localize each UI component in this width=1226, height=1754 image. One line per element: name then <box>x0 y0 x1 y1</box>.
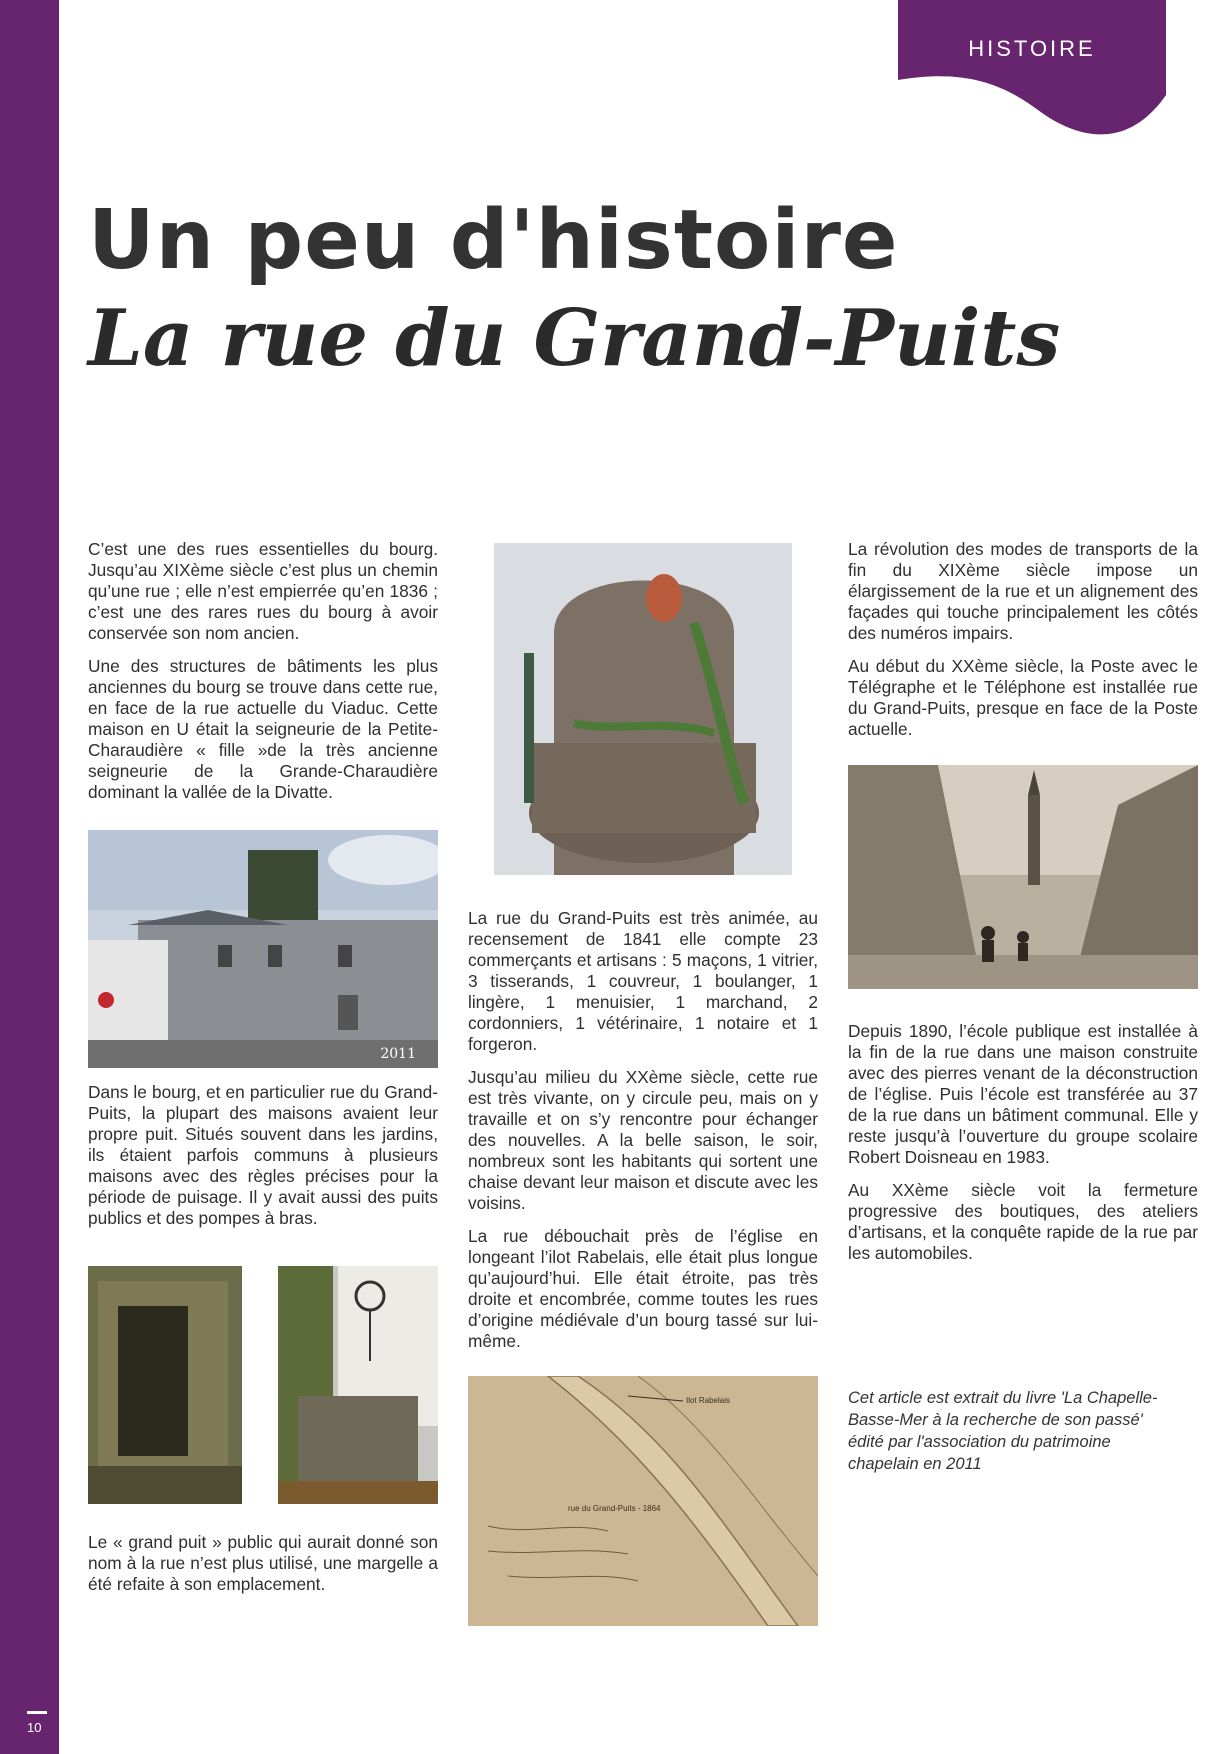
paragraph: Une des structures de bâtiments les plus anciennes du bourg se trouve dans cette rue, en face de la rue actuelle du Viaduc. Cette maison en U était la seigneurie de la Petite-Charaudière « fille »de la très ancienne seigneurie de la Grande-Charaudière dominant la vallée de la Divatte. <box>88 656 438 802</box>
map-label-street: rue du Grand-Puits - 1864 <box>568 1504 661 1513</box>
paragraph: La rue débouchait près de l’église en longeant l’ilot Rabelais, elle était plus longue qu’aujourd’hui. Elle était étroite, pas très droite et encombrée, comme toutes les rues d’origine médiévale d’un bourg tassé sur lui-même. <box>468 1226 818 1351</box>
column-1-middle <box>88 1082 438 1241</box>
paragraph: Jusqu’au milieu du XXème siècle, cette rue est très vivante, on y circule peu, mais on y travaille et on s’y rencontre pour échanger des nouvelles. A la belle saison, le soir, nombreux sont les habitants qui sortent une chaise devant leur maison et discute avec les voisins. <box>468 1067 818 1213</box>
paragraph: Le « grand puit » public qui aurait donné son nom à la rue n’est plus utilisé, une margelle a été refaite à son emplacement. <box>88 1532 438 1594</box>
page-title: Un peu d'histoire <box>88 193 899 288</box>
section-tab-shape <box>898 0 1166 140</box>
paragraph: C’est une des rues essentielles du bourg. Jusqu’au XIXème siècle c’est plus un chemin qu’une rue ; elle n’est empierrée qu’en 1836 ; c’est une des rares rues du bourg à avoir conservée son nom ancien. <box>88 539 438 643</box>
paragraph: La rue du Grand-Puits est très animée, au recensement de 1841 elle compte 23 commerçants et artisans : 5 maçons, 1 vitrier, 3 tisserands, 1 couvreur, 1 boulanger, 1 lingère, 1 menuisier, 1 marchand, 2 cordonniers, 1 vétérinaire, 1 notaire et 1 forgeron. <box>468 908 818 1054</box>
photo-year-label: 2011 <box>380 1046 416 1062</box>
column-1-top <box>88 539 438 815</box>
section-tab <box>898 0 1166 140</box>
page-subtitle: La rue du Grand-Puits <box>88 293 1061 384</box>
photo-manor-house <box>88 830 438 1068</box>
map-label-ilot: Ilot Rabelais <box>686 1396 731 1405</box>
column-3-bottom <box>848 1021 1198 1276</box>
paragraph: Dans le bourg, et en particulier rue du Grand-Puits, la plupart des maisons avaient leur propre puit. Situés souvent dans les jardins, ils étaient parfois communs à plusieurs maisons avec des règles précises pour la période de puisage. Il y avait aussi des puits publics et des pompes à bras. <box>88 1082 438 1228</box>
column-2-text <box>468 908 818 1364</box>
column-1-bottom <box>88 1532 438 1607</box>
article-credit: Cet article est extrait du livre 'La Chapelle-Basse-Mer à la recherche de son passé' édité par l'association du patrimoine chapelain en 2011 <box>848 1389 1158 1473</box>
photo-old-postcard <box>848 765 1198 989</box>
section-tab-label: HISTOIRE <box>968 36 1096 61</box>
column-3-top <box>848 539 1198 752</box>
paragraph: Au XXème siècle voit la fermeture progressive des boutiques, des ateliers d’artisans, et la conquête rapide de la rue par les automobiles. <box>848 1180 1198 1263</box>
page-number-bar <box>27 1711 47 1714</box>
photo-old-well <box>88 1266 242 1504</box>
photo-well-mask <box>494 543 792 875</box>
left-accent-band <box>0 0 59 1754</box>
page-number: 10 <box>27 1720 42 1735</box>
photo-stone-margin <box>278 1266 438 1504</box>
paragraph: Depuis 1890, l’école publique est installée à la fin de la rue dans une maison construite avec des pierres venant de la déconstruction de l’église. Puis l’école est transférée au 37 de la rue dans un bâtiment communal. Elle y reste jusqu’à l’ouverture du groupe scolaire Robert Doisneau en 1983. <box>848 1021 1198 1167</box>
paragraph: La révolution des modes de transports de la fin du XIXème siècle impose un élargissement de la rue et un alignement des façades qui touche principalement les côtés des numéros impairs. <box>848 539 1198 643</box>
photo-old-map <box>468 1376 818 1626</box>
paragraph: Au début du XXème siècle, la Poste avec le Télégraphe et le Téléphone est installée rue du Grand-Puits, presque en face de la Poste actuelle. <box>848 656 1198 739</box>
